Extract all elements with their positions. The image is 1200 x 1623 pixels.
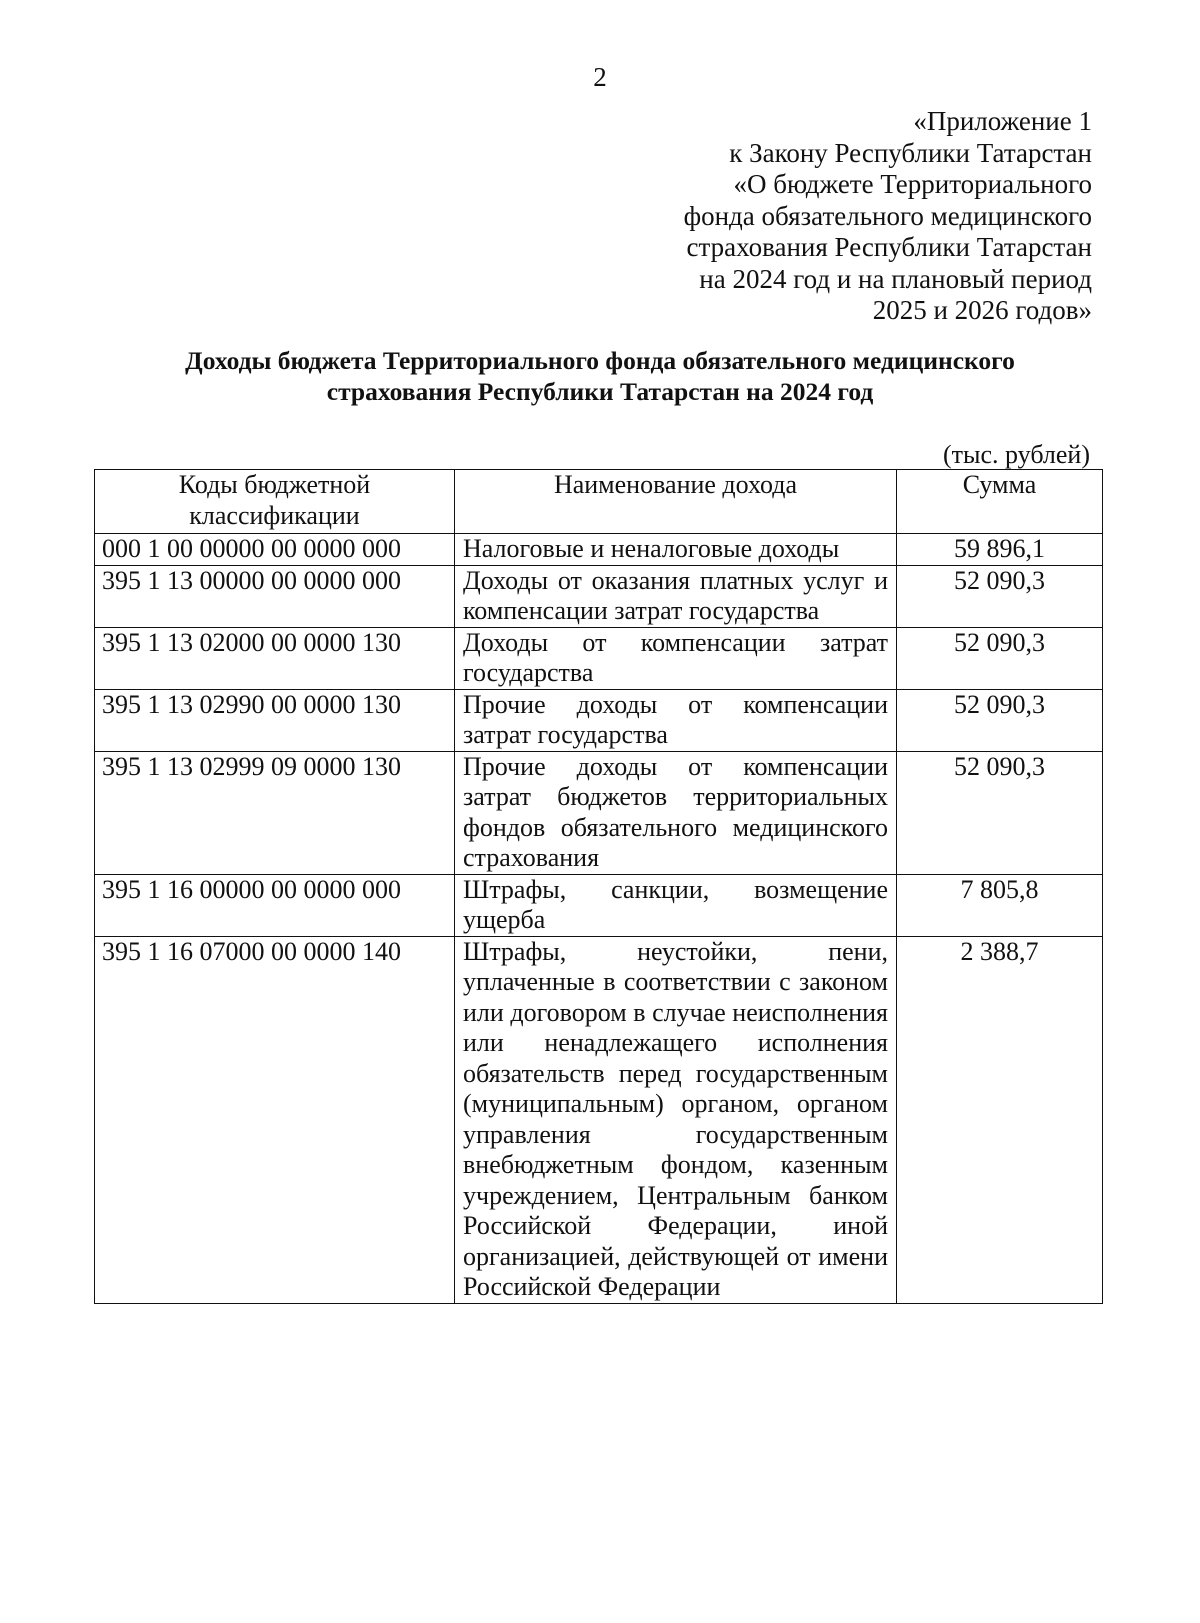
table-row: [95, 689, 1103, 751]
appendix-line: 2025 и 2026 годов»: [872, 295, 1092, 325]
income-sum: 52 090,3: [897, 565, 1103, 627]
table-row: [95, 534, 1103, 566]
document-title-line: страхования Республики Татарстан на 2024 год: [326, 377, 874, 406]
appendix-line: «О бюджете Территориального: [733, 169, 1092, 199]
header-name: Наименование дохода: [455, 470, 897, 534]
income-sum: 52 090,3: [897, 689, 1103, 751]
income-sum: 59 896,1: [897, 534, 1103, 566]
table-row: [95, 565, 1103, 627]
units-note: (тыс. рублей): [942, 440, 1090, 469]
income-name: Прочие доходы от компенсации затрат бюджетов территориальных фондов обязательного медицинского страхования: [455, 751, 897, 874]
budget-code: 395 1 16 07000 00 0000 140: [95, 936, 455, 1303]
budget-code: 000 1 00 00000 00 0000 000: [95, 534, 455, 566]
budget-code: 395 1 13 02990 00 0000 130: [95, 689, 455, 751]
table-header-row: [95, 470, 1103, 534]
income-name: Штрафы, неустойки, пени, уплаченные в соответствии с законом или договором в случае неисполнения или ненадлежащего исполнения обязательств перед государственным (муниципальным) органом, органом управления государственным внебюджетным фондом, казенным учреждением, Центральным банком Российской Федерации, иной организацией, действующей от имени Российской Федерации: [455, 936, 897, 1303]
income-sum: 7 805,8: [897, 874, 1103, 936]
appendix-reference: [684, 106, 1092, 327]
page-number: 2: [593, 62, 607, 92]
appendix-line: фонда обязательного медицинского: [683, 200, 1092, 231]
income-name: Доходы от оказания платных услуг и компенсации затрат государства: [455, 565, 897, 627]
income-sum: 52 090,3: [897, 751, 1103, 874]
income-table: [94, 469, 1103, 1304]
income-name: Прочие доходы от компенсации затрат государства: [455, 689, 897, 751]
budget-code: 395 1 13 02999 09 0000 130: [95, 751, 455, 874]
table-row: [95, 627, 1103, 689]
table-row: [95, 936, 1103, 1303]
appendix-line: «Приложение 1: [913, 106, 1092, 136]
header-code: Коды бюджетной классификации: [95, 470, 455, 534]
document-title: [0, 345, 1200, 407]
appendix-line: на 2024 год и на плановый период: [699, 263, 1092, 294]
header-sum: Сумма: [897, 470, 1103, 534]
table-row: [95, 874, 1103, 936]
income-name: Налоговые и неналоговые доходы: [455, 534, 897, 566]
income-name: Штрафы, санкции, возмещение ущерба: [455, 874, 897, 936]
income-name: Доходы от компенсации затрат государства: [455, 627, 897, 689]
income-sum: 52 090,3: [897, 627, 1103, 689]
table-row: [95, 751, 1103, 874]
appendix-line: к Закону Республики Татарстан: [729, 137, 1092, 168]
budget-code: 395 1 13 00000 00 0000 000: [95, 565, 455, 627]
income-sum: 2 388,7: [897, 936, 1103, 1303]
budget-code: 395 1 13 02000 00 0000 130: [95, 627, 455, 689]
document-title-line: Доходы бюджета Территориального фонда обязательного медицинского: [185, 346, 1015, 375]
budget-code: 395 1 16 00000 00 0000 000: [95, 874, 455, 936]
appendix-line: страхования Республики Татарстан: [686, 232, 1092, 262]
